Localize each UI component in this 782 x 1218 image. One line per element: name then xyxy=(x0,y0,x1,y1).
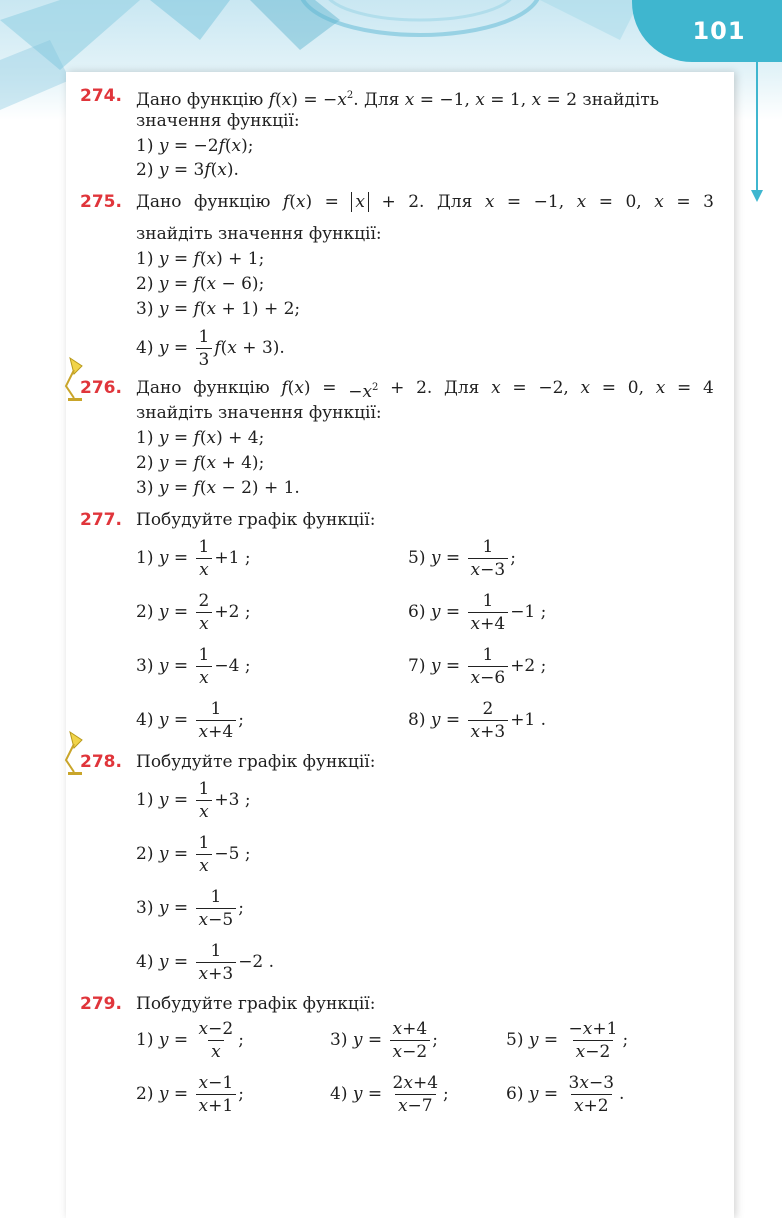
task-number: 274. xyxy=(80,86,122,106)
page-number: 101 xyxy=(692,17,746,45)
task-number: 276. xyxy=(80,378,122,398)
side-marker-line xyxy=(756,62,758,192)
task-item: 2) y = $\frac{1}{x}$ −5 ; xyxy=(136,833,251,876)
task-text: Дано функцію f(x) = x + 2. Для x = −1, x = 0, x = 3 xyxy=(136,192,714,212)
task-number: 277. xyxy=(80,510,122,530)
side-arrow-icon xyxy=(751,190,763,202)
task-number: 279. xyxy=(80,994,122,1014)
task-item: 7) y = $\frac{1}{x-6}$ +2 ; xyxy=(408,645,547,688)
task-item: 8) y = $\frac{2}{x+3}$ +1 . xyxy=(408,699,547,742)
task-item: 5) y = $\frac{-x+1}{x-2}$ ; xyxy=(506,1019,629,1062)
task-item: 5) y = $\frac{1}{x-3}$ ; xyxy=(408,537,516,580)
task-item: 2) y = $\frac{2}{x}$ +2 ; xyxy=(136,591,251,634)
task-item: 4) y = $\frac{2x+4}{x-7}$ ; xyxy=(330,1073,449,1116)
task-text-cont: значення функції: xyxy=(136,111,300,131)
task-item: 3) y = $\frac{1}{x-5}$ ; xyxy=(136,887,244,930)
task-item: 4) y = $\frac{1}{x+3}$ −2 . xyxy=(136,941,275,984)
task-text: Побудуйте графік функції: xyxy=(136,994,376,1014)
task-item: 1) y = f(x) + 4; xyxy=(136,428,265,448)
task-item: 4) y = $\frac{1}{3}$ f(x + 3). xyxy=(136,327,285,370)
task-text-cont: знайдіть значення функції: xyxy=(136,403,382,423)
task-item: 3) y = $\frac{1}{x}$ −4 ; xyxy=(136,645,251,688)
task-item: 6) y = $\frac{3x-3}{x+2}$ . xyxy=(506,1073,625,1116)
task-item: 1) y = $\frac{x-2}{x}$ ; xyxy=(136,1019,244,1062)
task-item: 2) y = f(x + 4); xyxy=(136,453,265,473)
task-item: 1) y = $\frac{1}{x}$ +1 ; xyxy=(136,537,251,580)
task-text-cont: знайдіть значення функції: xyxy=(136,224,382,244)
task-item: 2) y = $\frac{x-1}{x+1}$ ; xyxy=(136,1073,244,1116)
task-text: Побудуйте графік функції: xyxy=(136,752,376,772)
task-item: 6) y = $\frac{1}{x+4}$ −1 ; xyxy=(408,591,547,634)
fraction: $\frac{1}{3}$ xyxy=(196,326,213,371)
task-number: 275. xyxy=(80,192,122,212)
task-item: 3) y = $\frac{x+4}{x-2}$ ; xyxy=(330,1019,438,1062)
task-item: 3) y = f(x − 2) + 1. xyxy=(136,478,300,498)
task-text: Дано функцію $f(x) = -x^2$. Для x = −1, x = 1, x = 2 знайдіть xyxy=(136,90,660,110)
task-item: 3) y = f(x + 1) + 2; xyxy=(136,299,301,319)
task-text: Дано функцію f(x) = $-x^2$ + 2. Для x = −2, x = 0, x = 4 xyxy=(136,378,714,402)
task-item: 4) y = $\frac{1}{x+4}$ ; xyxy=(136,699,244,742)
task-item: 2) y = f(x − 6); xyxy=(136,274,265,294)
task-item: 1) y = f(x) + 1; xyxy=(136,249,265,269)
task-text: Побудуйте графік функції: xyxy=(136,510,376,530)
task-item: 2) y = 3f(x). xyxy=(136,160,239,180)
task-item: 1) y = −2f(x); xyxy=(136,136,254,156)
task-item: 1) y = $\frac{1}{x}$ +3 ; xyxy=(136,779,251,822)
task-number: 278. xyxy=(80,752,122,772)
